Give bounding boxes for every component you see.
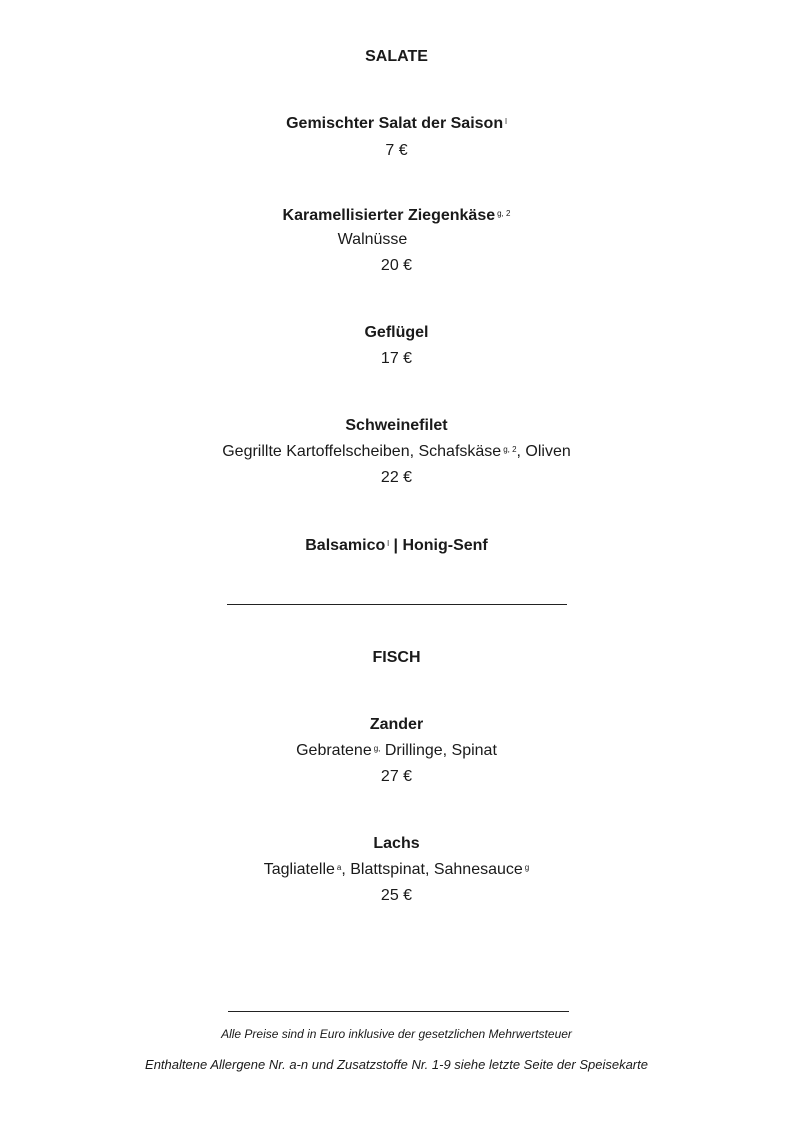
dressing-honig-senf: Honig-Senf	[402, 537, 488, 554]
menu-item-name: Geflügel	[364, 324, 429, 341]
dressing-balsamico: Balsamico	[305, 537, 386, 554]
menu-item-description: Walnüsse	[337, 231, 408, 248]
allergen-marker: g, 2	[503, 445, 517, 454]
desc-text: Drillinge, Spinat	[380, 742, 497, 759]
desc-text: Tagliatelle	[263, 861, 335, 878]
menu-item-name: Schweinefilet	[345, 417, 448, 434]
desc-text: Gegrillte Kartoffelscheiben, Schafskäse	[222, 443, 502, 460]
menu-item-price: 22 €	[380, 469, 413, 486]
allergen-note: Enthaltene Allergene Nr. a-n und Zusatzstoffe Nr. 1-9 siehe letzte Seite der Speisekarte	[145, 1057, 648, 1072]
allergen-marker: g	[524, 863, 530, 872]
menu-item-description	[0, 862, 793, 878]
dressing-options	[0, 538, 793, 554]
desc-text: Gebratene	[296, 742, 372, 759]
menu-item-price: 25 €	[380, 887, 413, 904]
menu-item-price: 7 €	[385, 142, 408, 159]
desc-text: , Blattspinat, Sahnesauce	[341, 861, 523, 878]
vat-note: Alle Preise sind in Euro inklusive der gesetzlichen Mehrwertsteuer	[221, 1027, 572, 1041]
allergen-marker: l	[387, 539, 390, 548]
menu-item-name	[0, 208, 793, 224]
menu-item-name: Zander	[369, 716, 424, 733]
menu-item-description	[0, 743, 793, 759]
allergen-marker: a	[336, 863, 342, 872]
section-title-fisch: FISCH	[372, 649, 421, 666]
menu-item-name: Lachs	[373, 835, 420, 852]
allergen-marker: g, 2	[497, 209, 511, 218]
menu-item-price: 27 €	[380, 768, 413, 785]
footer-divider	[228, 1011, 569, 1012]
dressing-separator: |	[389, 537, 403, 554]
allergen-marker: g,	[373, 744, 381, 753]
menu-item-name	[0, 116, 793, 132]
item-name-text: Gemischter Salat der Saison	[286, 115, 504, 132]
item-name-text: Karamellisierter Ziegenkäse	[282, 207, 496, 224]
menu-item-description	[0, 444, 793, 460]
allergen-marker: l	[505, 117, 507, 126]
section-title-salate: SALATE	[365, 48, 428, 65]
section-divider	[227, 604, 567, 605]
desc-text: , Oliven	[516, 443, 571, 460]
menu-item-price: 20 €	[380, 257, 413, 274]
menu-item-price: 17 €	[380, 350, 413, 367]
